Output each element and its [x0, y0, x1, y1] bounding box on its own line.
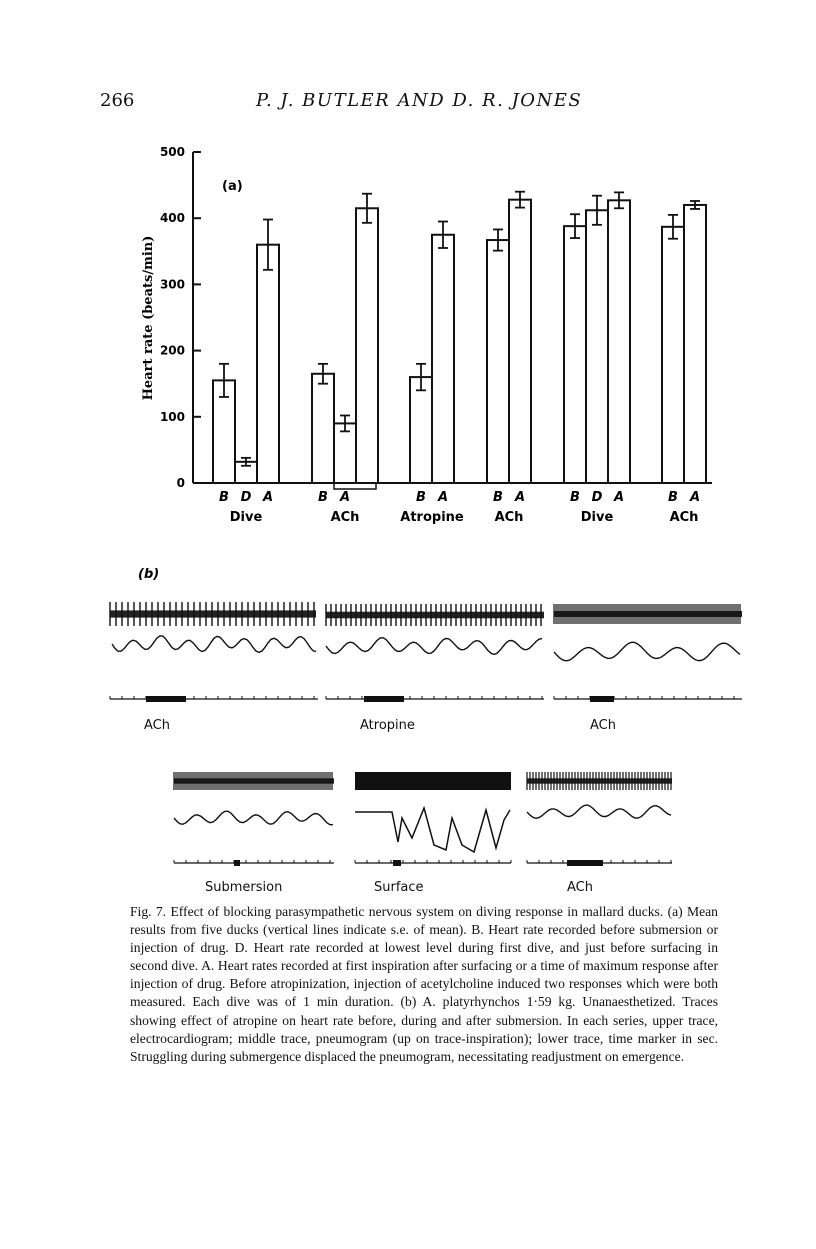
- group-label: ACh: [669, 510, 699, 525]
- y-tick-label: 400: [159, 211, 185, 226]
- y-axis-label: Heart rate (beats/min): [141, 235, 156, 401]
- pneumogram-trace: [554, 642, 740, 661]
- bar-label: A: [514, 490, 526, 505]
- bar-label: B: [318, 490, 328, 505]
- panel-b-traces: [110, 567, 742, 866]
- ecg-trace: [527, 772, 672, 790]
- trace-label: ACh: [590, 718, 616, 733]
- bar-label: A: [689, 490, 701, 505]
- trace-label: Atropine: [360, 718, 415, 733]
- time-marker: [110, 696, 318, 702]
- panel-a-label: (a): [222, 179, 243, 194]
- trace-label: ACh: [144, 718, 170, 733]
- ecg-trace: [326, 604, 544, 626]
- y-tick-label: 500: [159, 145, 185, 159]
- bar-label: D: [591, 490, 603, 505]
- pneumogram-trace: [527, 805, 671, 818]
- bar-label: B: [416, 490, 426, 505]
- stimulus-marker: [234, 860, 240, 866]
- running-head: P. J. BUTLER AND D. R. JONES: [256, 90, 583, 111]
- time-marker: [326, 696, 544, 702]
- bar-label: A: [437, 490, 449, 505]
- bar: [564, 226, 586, 483]
- pneumogram-trace: [355, 808, 510, 852]
- stimulus-marker: [567, 860, 603, 866]
- y-tick-label: 100: [159, 409, 185, 424]
- stimulus-marker: [590, 696, 614, 702]
- trace-label: Surface: [374, 880, 424, 895]
- bar: [356, 208, 378, 483]
- bar: [257, 245, 279, 483]
- y-tick-label: 200: [159, 343, 185, 358]
- bar-label: A: [262, 490, 274, 505]
- bar: [586, 210, 608, 483]
- y-tick-label: 300: [159, 277, 185, 292]
- bar: [509, 200, 531, 483]
- bar-label: B: [668, 490, 678, 505]
- bar: [662, 227, 684, 483]
- bar: [608, 200, 630, 483]
- ecg-trace: [554, 604, 742, 624]
- pneumogram-trace: [326, 638, 542, 655]
- pneumogram-trace: [112, 636, 316, 653]
- figure-caption: [130, 903, 718, 1066]
- pneumogram-trace: [174, 811, 333, 824]
- bar: [487, 240, 509, 483]
- group-label: ACh: [330, 510, 360, 525]
- stimulus-marker: [393, 860, 401, 866]
- bar: [684, 205, 706, 483]
- trace-label: ACh: [567, 880, 593, 895]
- ecg-trace: [174, 772, 334, 790]
- stimulus-marker: [364, 696, 404, 702]
- ecg-trace: [110, 602, 316, 626]
- chart-a: [141, 145, 712, 525]
- y-tick-label: 0: [176, 476, 185, 490]
- group-label: ACh: [494, 510, 524, 525]
- bar: [410, 377, 432, 483]
- caption-text: Effect of blocking parasympathetic nervous system on diving response in mallard ducks. (a) Mean results from five ducks (vertical lines indicate s.e. of mean). B. Heart rate recorded before submersion or injection of drug. D. Heart rate recorded at lowest level during first dive, and just before surfacing in second dive. A. Heart rates recorded at first inspiration after surfacing or a time of maximum response after injection of drug. Before atropinization, injection of acetylcholine induced two responses which were both measured. Each dive was of 1 min duration. (b) A. platyrhynchos 1·59 kg. Unanaesthetized. Traces showing effect of atropine on heart rate before, during and after submersion. In each series, upper trace, electrocardiogram; middle trace, pneumogram (up on trace-inspiration); lower trace, time marker in sec. Struggling during submergence displaced the pneumogram, necessitating readjustment on emergence.: [130, 904, 718, 1064]
- stimulus-marker: [146, 696, 186, 702]
- bar: [432, 235, 454, 483]
- page-number: 266: [100, 90, 135, 111]
- caption-fig-number: Fig. 7.: [130, 904, 167, 919]
- bar-label: A: [339, 490, 351, 505]
- group-label: Atropine: [400, 510, 464, 525]
- bar: [334, 423, 356, 483]
- bar-label: B: [493, 490, 503, 505]
- bar-label: A: [613, 490, 625, 505]
- time-marker: [554, 696, 742, 702]
- group-label: Dive: [580, 510, 614, 525]
- time-marker: [174, 860, 334, 866]
- time-marker: [355, 860, 511, 866]
- bar-label: B: [219, 490, 229, 505]
- ecg-trace-saturated: [355, 772, 511, 790]
- bar-label: B: [570, 490, 580, 505]
- trace-label: Submersion: [205, 880, 283, 895]
- time-marker: [527, 860, 672, 866]
- ecg-baseline: [110, 610, 316, 617]
- bar-label: D: [240, 490, 252, 505]
- group-label: Dive: [229, 510, 263, 525]
- panel-b-label: (b): [138, 567, 160, 582]
- bar: [312, 374, 334, 483]
